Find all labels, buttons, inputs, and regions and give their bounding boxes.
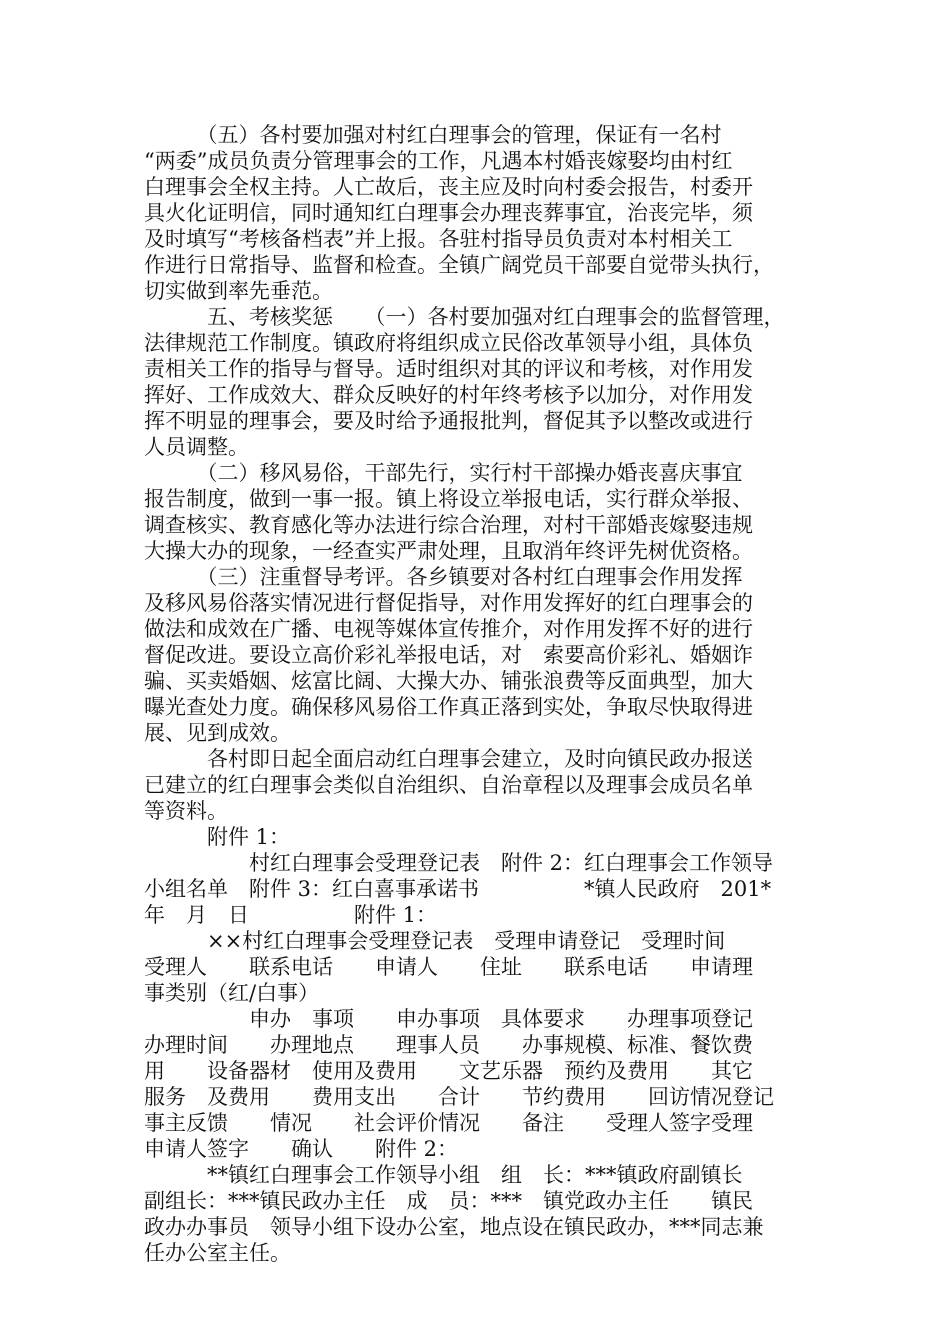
text-line: 人员调整。 — [144, 435, 249, 459]
text-line: 受理人 联系电话 申请人 住址 联系电话 申请理 — [144, 955, 753, 979]
text-line: 具火化证明信，同时通知红白理事会办理丧葬事宜，治丧完毕，须 — [144, 201, 753, 225]
text-line: 及移风易俗落实情况进行督促指导，对作用发挥好的红白理事会的 — [144, 591, 753, 615]
text-line: 政办办事员 领导小组下设办公室，地点设在镇民政办，***同志兼 — [144, 1215, 764, 1239]
text-line: 大操大办的现象，一经查实严肃处理，且取消年终评先树优资格。 — [144, 539, 753, 563]
text-line: 小组名单 附件 3：红白喜事承诺书 *镇人民政府 201* — [144, 877, 772, 901]
text-line: 村红白理事会受理登记表 附件 2：红白理事会工作领导 — [144, 851, 774, 875]
text-line: 用 设备器材 使用及费用 文艺乐器 预约及费用 其它 — [144, 1059, 753, 1083]
text-line: 事类别（红/白事） — [144, 981, 320, 1005]
text-line: 申办 事项 申办事项 具体要求 办理事项登记 — [144, 1007, 753, 1031]
text-line: 法律规范工作制度。镇政府将组织成立民俗改革领导小组，具体负 — [144, 331, 753, 355]
text-line: 作进行日常指导、监督和检查。全镇广阔党员干部要自觉带头执行， — [144, 253, 774, 277]
text-line: （二）移风易俗，干部先行，实行村干部操办婚丧喜庆事宜 — [144, 461, 743, 485]
text-line: 报告制度，做到一事一报。镇上将设立举报电话，实行群众举报、 — [144, 487, 753, 511]
text-line: 挥不明显的理事会，要及时给予通报批判，督促其予以整改或进行 — [144, 409, 753, 433]
text-line: 做法和成效在广播、电视等媒体宣传推介，对作用发挥不好的进行 — [144, 617, 753, 641]
text-line: “两委”成员负责分管理事会的工作，凡遇本村婚丧嫁娶均由村红 — [144, 149, 733, 173]
text-line: （三）注重督导考评。各乡镇要对各村红白理事会作用发挥 — [144, 565, 743, 589]
text-line: ××村红白理事会受理登记表 受理申请登记 受理时间 — [144, 929, 726, 953]
text-line: 调查核实、教育感化等办法进行综合治理，对村干部婚丧嫁娶违规 — [144, 513, 753, 537]
text-line: 各村即日起全面启动红白理事会建立，及时向镇民政办报送 — [144, 747, 753, 771]
text-line: 等资料。 — [144, 799, 228, 823]
text-line: 年 月 日 附件 1： — [144, 903, 438, 927]
text-line: 曝光查处力度。确保移风易俗工作真正落到实处，争取尽快取得进 — [144, 695, 753, 719]
text-line: **镇红白理事会工作领导小组 组 长：***镇政府副镇长 — [144, 1163, 743, 1187]
text-line: 附件 1： — [144, 825, 291, 849]
text-line: 督促改进。要设立高价彩礼举报电话，对 索要高价彩礼、婚姻诈 — [144, 643, 753, 667]
text-line: 切实做到率先垂范。 — [144, 279, 333, 303]
text-line: 挥好、工作成效大、群众反映好的村年终考核予以加分，对作用发 — [144, 383, 753, 407]
text-line: 及时填写“考核备档表”并上报。各驻村指导员负责对本村相关工 — [144, 227, 733, 251]
text-line: 服务 及费用 费用支出 合计 节约费用 回访情况登记 — [144, 1085, 774, 1109]
text-line: 白理事会全权主持。人亡故后，丧主应及时向村委会报告，村委开 — [144, 175, 753, 199]
text-line: 办理时间 办理地点 理事人员 办事规模、标准、餐饮费 — [144, 1033, 753, 1057]
text-line: 任办公室主任。 — [144, 1241, 291, 1265]
text-line: 骗、买卖婚姻、炫富比阔、大操大办、铺张浪费等反面典型，加大 — [144, 669, 753, 693]
text-line: 已建立的红白理事会类似自治组织、自治章程以及理事会成员名单 — [144, 773, 753, 797]
text-line: 责相关工作的指导与督导。适时组织对其的评议和考核，对作用发 — [144, 357, 753, 381]
text-line: 副组长：***镇民政办主任 成 员：*** 镇党政办主任 镇民 — [144, 1189, 753, 1213]
text-line: 五、考核奖惩 （一）各村要加强对红白理事会的监督管理， — [144, 305, 785, 329]
text-line: 事主反馈 情况 社会评价情况 备注 受理人签字受理 — [144, 1111, 753, 1135]
text-line: 展、见到成效。 — [144, 721, 291, 745]
text-line: 申请人签字 确认 附件 2： — [144, 1137, 459, 1161]
text-line: （五）各村要加强对村红白理事会的管理，保证有一名村 — [144, 123, 722, 147]
